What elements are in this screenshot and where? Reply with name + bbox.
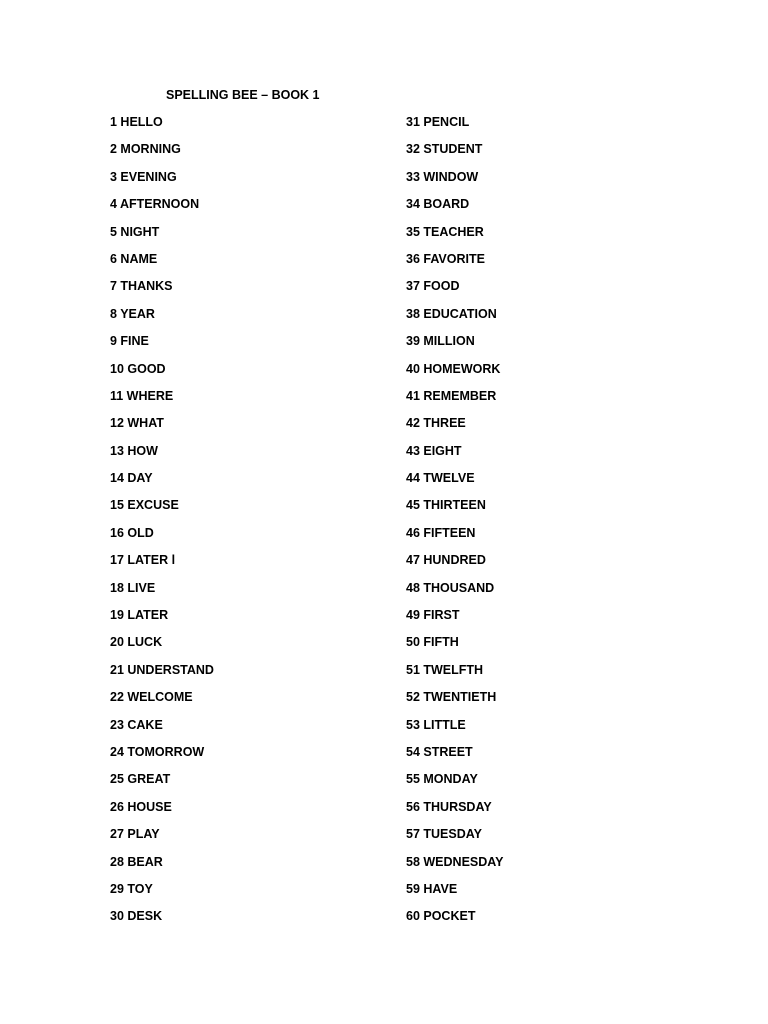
page-title: SPELLING BEE – BOOK 1 [166,88,320,102]
word-item: 45 THIRTEEN [406,498,486,513]
word-item: 42 THREE [406,416,466,431]
word-item: 54 STREET [406,744,473,759]
word-item: 33 WINDOW [406,169,479,184]
word-item: 9 FINE [110,334,149,349]
word-item: 53 LITTLE [406,717,466,732]
word-item: 40 HOMEWORK [406,361,501,376]
word-item: 17 LATER l [110,553,176,568]
word-item: 39 MILLION [406,334,475,349]
word-item: 29 TOY [110,881,153,896]
word-item: 3 EVENING [110,169,177,184]
word-list-right [406,113,504,935]
word-item: 13 HOW [110,443,158,458]
word-item: 7 THANKS [110,279,173,294]
word-item: 10 GOOD [110,361,166,376]
word-item: 32 STUDENT [406,142,483,157]
word-item: 55 MONDAY [406,772,478,787]
word-item: 28 BEAR [110,854,163,869]
word-item: 50 FIFTH [406,635,459,650]
word-item: 8 YEAR [110,306,155,321]
word-item: 44 TWELVE [406,471,475,486]
word-item: 31 PENCIL [406,115,470,129]
word-item: 52 TWENTIETH [406,690,497,705]
word-item: 36 FAVORITE [406,251,485,266]
word-item: 56 THURSDAY [406,799,492,814]
word-item: 43 EIGHT [406,443,462,458]
word-item: 48 THOUSAND [406,580,495,595]
word-item: 5 NIGHT [110,224,160,239]
word-item: 4 AFTERNOON [110,197,200,212]
word-item: 18 LIVE [110,580,156,595]
word-item: 38 EDUCATION [406,306,497,321]
word-item: 37 FOOD [406,279,460,294]
word-item: 49 FIRST [406,608,460,623]
word-item: 16 OLD [110,525,154,540]
word-item: 1 HELLO [110,115,163,129]
word-item: 26 HOUSE [110,799,172,814]
word-item: 19 LATER [110,608,169,623]
word-item: 35 TEACHER [406,224,484,239]
word-item: 41 REMEMBER [406,388,497,403]
word-item: 11 WHERE [110,388,174,403]
word-item: 2 MORNING [110,142,181,157]
word-item: 21 UNDERSTAND [110,662,214,677]
word-item: 59 HAVE [406,881,458,896]
word-item: 22 WELCOME [110,690,193,705]
word-item: 60 POCKET [406,909,476,924]
word-item: 47 HUNDRED [406,553,486,568]
word-item: 12 WHAT [110,416,164,431]
word-item: 46 FIFTEEN [406,525,476,540]
word-item: 14 DAY [110,471,153,486]
word-item: 25 GREAT [110,772,171,787]
word-item: 27 PLAY [110,827,160,842]
word-item: 58 WEDNESDAY [406,854,504,869]
word-list-left [110,113,214,935]
word-item: 24 TOMORROW [110,744,205,759]
word-item: 51 TWELFTH [406,662,484,677]
word-item: 6 NAME [110,251,158,266]
word-item: 34 BOARD [406,197,470,212]
word-item: 20 LUCK [110,635,163,650]
word-item: 57 TUESDAY [406,827,482,842]
word-item: 23 CAKE [110,717,163,732]
word-item: 15 EXCUSE [110,498,179,513]
word-item: 30 DESK [110,909,163,924]
